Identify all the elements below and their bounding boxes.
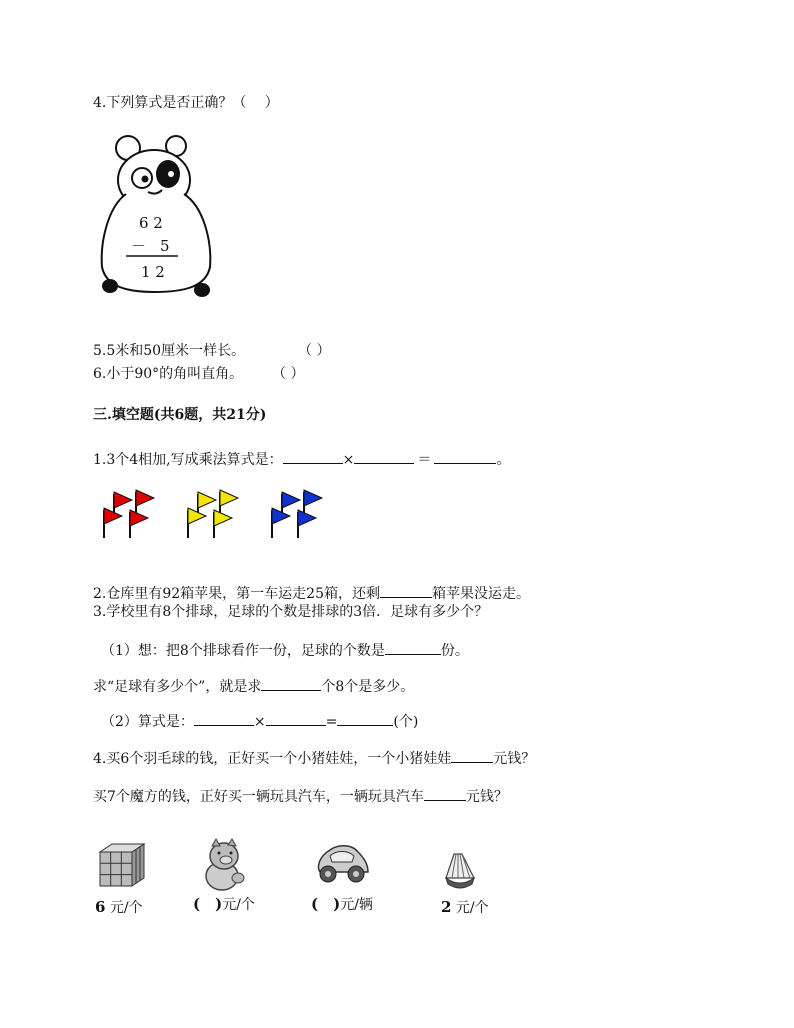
- fill-3-formula-blank-a[interactable]: [194, 711, 254, 726]
- fill-3-think-b: 份。: [440, 643, 469, 659]
- shuttlecock-icon: [442, 852, 478, 890]
- fill-3-think-blank[interactable]: [385, 640, 441, 655]
- question-5-text: 5.5米和50厘米一样长。: [93, 343, 246, 359]
- toy-car-icon: [314, 842, 370, 886]
- fill-3-ask-a: 求“足球有多少个”，就是求: [93, 679, 262, 695]
- price-car: [311, 893, 373, 914]
- fill-3-formula-line: [101, 711, 418, 731]
- fill-1-equals: ＝: [417, 452, 432, 468]
- flag-icon: [136, 490, 154, 516]
- question-4-text: 4.下列算式是否正确？（ ）: [93, 95, 279, 111]
- fill-1-blank-c[interactable]: [434, 449, 496, 464]
- question-5-answer-paren[interactable]: （ ）: [298, 343, 331, 359]
- section-title: 三.填空题(共6题，共21分): [93, 407, 267, 423]
- flag-groups: [100, 488, 332, 542]
- price-cube-num: 6: [95, 898, 106, 916]
- flag-group: [272, 490, 322, 538]
- fill-4-line-2-b: 元钱？: [465, 789, 508, 805]
- flag-icon: [130, 510, 148, 538]
- fill-3-formula-blank-c[interactable]: [337, 711, 393, 726]
- panda-operator: －: [131, 237, 147, 255]
- flag-group: [188, 490, 238, 538]
- price-shuttle: [441, 897, 489, 917]
- rubiks-cube-icon: [98, 842, 148, 890]
- price-pig: [193, 893, 255, 914]
- fill-3-ask-blank[interactable]: [261, 676, 321, 691]
- price-car-unit: 元/辆: [340, 897, 373, 913]
- price-shuttle-num: 2: [441, 898, 452, 916]
- question-6-answer-paren[interactable]: （ ）: [272, 366, 305, 382]
- fill-1-line: [93, 449, 510, 469]
- flag-icon: [220, 490, 238, 516]
- fill-4-line-2-a: 买7个魔方的钱，正好买一辆玩具汽车，一辆玩具汽车: [93, 789, 424, 805]
- toy-pig-icon: [202, 838, 246, 892]
- panda-minuend: 6 2: [139, 214, 163, 232]
- flag-group: [104, 490, 154, 538]
- fill-1-end: 。: [496, 452, 511, 468]
- fill-3-ask-b: 个8个是多少。: [321, 679, 415, 695]
- fill-3-think-line: [101, 640, 469, 660]
- fill-3-formula-blank-b[interactable]: [266, 711, 326, 726]
- fill-1-blank-a[interactable]: [283, 449, 343, 464]
- fill-3-formula-equals: =: [325, 714, 338, 730]
- price-pig-num[interactable]: ( ): [193, 895, 223, 913]
- price-shuttle-unit: 元/个: [455, 900, 489, 916]
- fill-1-prefix: 1.3个4相加,写成乘法算式是：: [93, 452, 283, 468]
- fill-4-line-2: [93, 786, 508, 806]
- panda-result: 1 2: [141, 263, 165, 281]
- fill-3-ask-line: [93, 676, 414, 696]
- fill-4-blank-2[interactable]: [424, 786, 466, 801]
- price-car-num[interactable]: ( ): [311, 895, 341, 913]
- price-cube-unit: 元/个: [109, 900, 143, 916]
- flag-icon: [298, 510, 316, 538]
- fill-4-blank-1[interactable]: [451, 748, 493, 763]
- fill-2-blank[interactable]: [380, 583, 432, 598]
- fill-1-blank-b[interactable]: [354, 449, 414, 464]
- fill-3-think-a: （1）想：把8个排球看作一份，足球的个数是: [101, 643, 385, 659]
- fill-4-line-1: [93, 748, 535, 768]
- fill-4-line-1-b: 元钱？: [493, 751, 536, 767]
- flag-icon: [104, 508, 122, 538]
- fill-3-question: 3.学校里有8个排球，足球的个数是排球的3倍．足球有多少个？: [93, 604, 489, 620]
- fill-4-line-1-a: 4.买6个羽毛球的钱，正好买一个小猪娃娃，一个小猪娃娃: [93, 751, 452, 767]
- fill-2-prefix: 2.仓库里有92箱苹果，第一车运走25箱，还剩: [93, 586, 380, 602]
- flag-icon: [188, 508, 206, 538]
- fill-3-formula-a: （2）算式是：: [101, 714, 194, 730]
- fill-3-formula-times: ×: [253, 714, 266, 730]
- fill-2-line: [93, 583, 530, 603]
- price-pig-unit: 元/个: [222, 897, 255, 913]
- fill-3-formula-end: (个): [393, 714, 419, 730]
- fill-2-suffix: 箱苹果没运走。: [432, 586, 530, 602]
- question-6-text: 6.小于90°的角叫直角。: [93, 366, 244, 382]
- flag-icon: [272, 508, 290, 538]
- fill-1-times: ×: [342, 452, 355, 468]
- flag-icon: [304, 490, 322, 516]
- flag-icon: [214, 510, 232, 538]
- panda-subtrahend: 5: [160, 237, 170, 255]
- price-cube: [95, 897, 143, 917]
